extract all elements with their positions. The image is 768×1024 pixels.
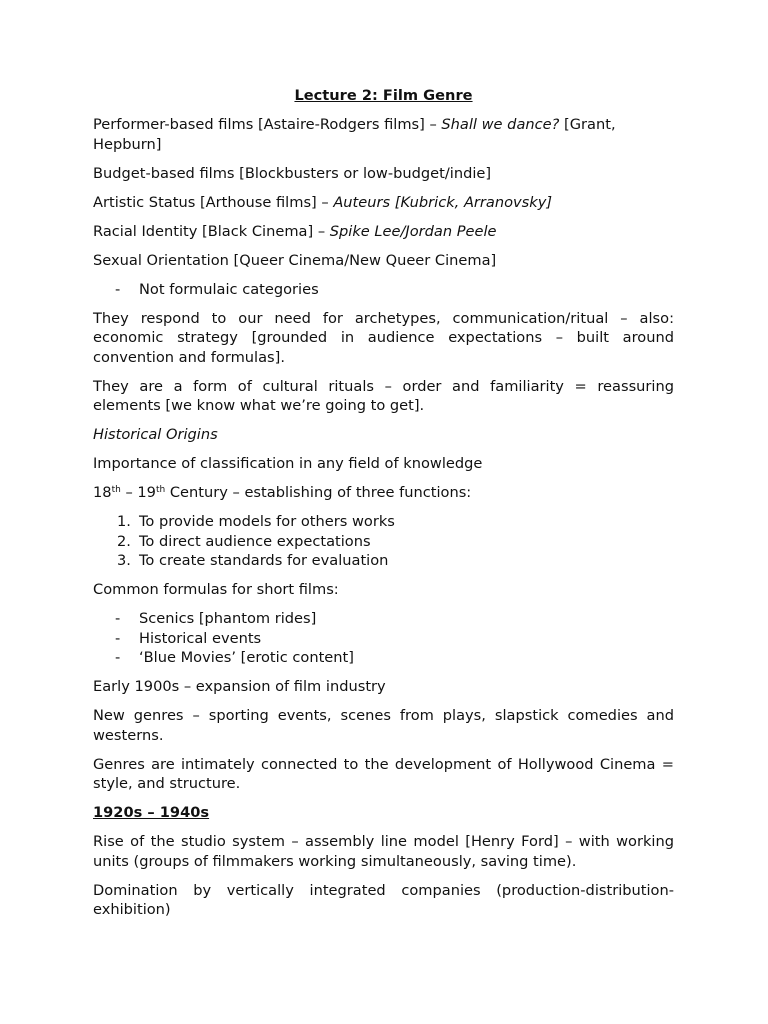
paragraph-performer-based bbox=[93, 115, 674, 154]
list-marker: - bbox=[115, 280, 121, 298]
list-item bbox=[93, 512, 674, 532]
century-18-suffix: th bbox=[111, 485, 121, 495]
list-marker: 3. bbox=[117, 552, 131, 569]
list-item-text: ‘Blue Movies’ [erotic content] bbox=[139, 649, 354, 666]
paragraph-common-formulas: Common formulas for short films: bbox=[93, 581, 339, 598]
list-item bbox=[93, 609, 674, 629]
formulaic-list bbox=[93, 280, 674, 300]
paragraph-early-1900s: Early 1900s – expansion of film industry bbox=[93, 678, 386, 695]
paragraph-budget-based: Budget-based films [Blockbusters or low-budget/indie] bbox=[93, 164, 492, 182]
functions-list bbox=[93, 512, 674, 571]
list-marker: - bbox=[115, 629, 121, 647]
paragraph-hollywood: Genres are intimately connected to the development of Hollywood Cinema = style, and structure. bbox=[93, 755, 674, 792]
list-item bbox=[93, 629, 674, 649]
list-item bbox=[93, 280, 674, 300]
paragraph-archetypes: They respond to our need for archetypes, communication/ritual – also: economic strategy [grounded in audience expectations – built around convention and formulas]. bbox=[93, 309, 674, 366]
paragraph-sexual-orientation: Sexual Orientation [Queer Cinema/New Queer Cinema] bbox=[93, 251, 497, 269]
list-item-text: To create standards for evaluation bbox=[139, 552, 389, 569]
page-title: Lecture 2: Film Genre bbox=[294, 87, 473, 104]
performer-text-end: [Grant, Hepburn] bbox=[93, 116, 616, 153]
paragraph-artistic-status bbox=[93, 193, 674, 213]
artistic-italic: Auteurs [Kubrick, Arranovsky] bbox=[333, 193, 553, 211]
century-18: 18 bbox=[93, 484, 112, 501]
paragraph-racial-identity bbox=[93, 222, 674, 242]
list-marker: - bbox=[115, 610, 121, 627]
list-item-text: Historical events bbox=[139, 629, 262, 647]
document-page bbox=[93, 86, 674, 929]
list-marker: 2. bbox=[117, 532, 131, 550]
performer-italic: Shall we dance? bbox=[441, 116, 560, 133]
short-films-list bbox=[93, 609, 674, 668]
list-item-text: To direct audience expectations bbox=[139, 532, 371, 550]
paragraph-historical-origins: Historical Origins bbox=[93, 426, 218, 443]
performer-text: Performer-based films [Astaire-Rodgers films] – bbox=[93, 116, 442, 133]
list-marker: 1. bbox=[117, 513, 131, 530]
artistic-text: Artistic Status [Arthouse films] – bbox=[93, 193, 334, 211]
paragraph-cultural-rituals: They are a form of cultural rituals – order and familiarity = reassuring elements [we know what we’re going to get]. bbox=[93, 377, 674, 414]
paragraph-new-genres: New genres – sporting events, scenes from plays, slapstick comedies and westerns. bbox=[93, 707, 674, 744]
list-item-text: Scenics [phantom rides] bbox=[139, 610, 317, 627]
list-marker: - bbox=[115, 649, 121, 666]
racial-italic: Spike Lee/Jordan Peele bbox=[329, 222, 497, 240]
paragraph-centuries bbox=[93, 483, 674, 503]
list-item bbox=[93, 648, 674, 668]
section-heading-1920s: 1920s – 1940s bbox=[93, 804, 210, 821]
list-item-text: Not formulaic categories bbox=[139, 280, 319, 298]
paragraph-domination: Domination by vertically integrated companies (production-distribution-exhibition) bbox=[93, 881, 674, 918]
list-item bbox=[93, 532, 674, 552]
paragraph-classification: Importance of classification in any field of knowledge bbox=[93, 455, 483, 472]
paragraph-studio-system: Rise of the studio system – assembly line model [Henry Ford] – with working units (groups of filmmakers working simultaneously, saving time). bbox=[93, 833, 674, 870]
racial-text: Racial Identity [Black Cinema] – bbox=[93, 222, 330, 240]
century-19-suffix: th bbox=[155, 485, 166, 495]
list-item bbox=[93, 551, 674, 571]
century-19: – 19 bbox=[120, 484, 156, 501]
list-item-text: To provide models for others works bbox=[139, 513, 395, 530]
century-rest: Century – establishing of three functions: bbox=[165, 484, 472, 501]
